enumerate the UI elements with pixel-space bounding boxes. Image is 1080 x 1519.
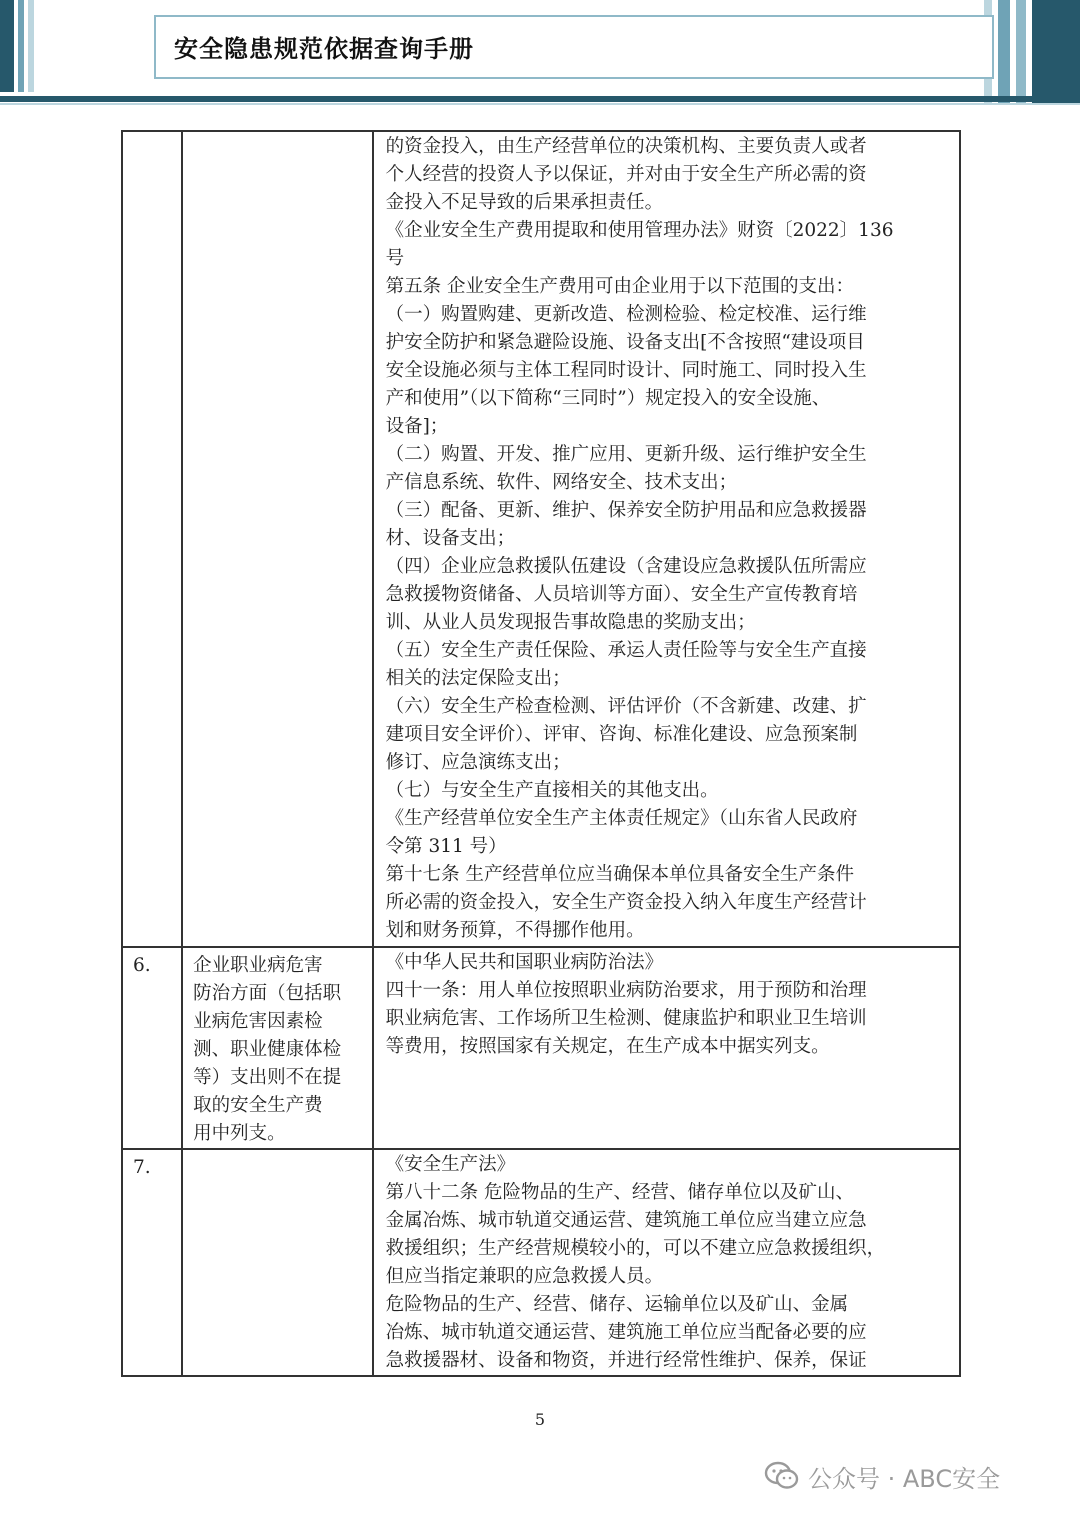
basis-text: [386, 1151, 949, 1375]
basis-line: 的资金投入，由生产经营单位的决策机构、主要负责人或者: [385, 136, 867, 157]
basis-line: 急救援物资储备、人员培训等方面）、安全生产宣传教育培: [385, 584, 858, 605]
basis-line: （六）安全生产检查检测、评估评价（不含新建、改建、扩: [385, 696, 867, 717]
basis-text: [386, 949, 949, 1061]
basis-line: 个人经营的投资人予以保证，并对由于安全生产所必需的资: [385, 164, 867, 185]
basis-line: 四十一条：用人单位按照职业病防治要求，用于预防和治理: [385, 980, 867, 1001]
basis-line: 救援组织；生产经营规模较小的，可以不建立应急救援组织，: [385, 1238, 886, 1259]
basis-line: 建项目安全评价）、评审、咨询、标准化建设、应急预案制: [385, 724, 858, 745]
basis-line: 金投入不足导致的后果承担责任。: [385, 192, 664, 213]
table-row: [122, 131, 960, 947]
row-category: [182, 131, 372, 947]
basis-line: 冶炼、城市轨道交通运营、建筑施工单位应当配备必要的应: [385, 1322, 867, 1343]
table-row: [122, 947, 960, 1149]
row-number: 7.: [122, 1149, 182, 1376]
row-basis: [373, 947, 960, 1149]
header-rule-light: [0, 103, 1080, 105]
category-line: 用中列支。: [193, 1123, 286, 1144]
basis-line: 产和使用”（以下简称“三同时”）规定投入的安全设施、: [385, 388, 831, 409]
basis-line: （三）配备、更新、维护、保养安全防护用品和应急救援器: [385, 500, 867, 521]
basis-line: （七）与安全生产直接相关的其他支出。: [385, 780, 719, 801]
row-number: [122, 131, 182, 947]
row-category: [182, 1149, 372, 1376]
row-basis: [373, 1149, 960, 1376]
basis-line: （四）企业应急救援队伍建设（含建设应急救援队伍所需应: [385, 556, 867, 577]
page-number: 5: [534, 1410, 546, 1429]
basis-line: 第五条 企业安全生产费用可由企业用于以下范围的支出：: [385, 276, 854, 297]
wechat-icon: [764, 1461, 800, 1491]
category-text: [193, 952, 363, 1148]
basis-line: 《生产经营单位安全生产主体责任规定》（山东省人民政府: [385, 808, 858, 829]
basis-line: 《安全生产法》: [385, 1154, 516, 1175]
category-line: 业病危害因素检: [193, 1011, 323, 1032]
header-title-box: [154, 15, 994, 79]
basis-line: 相关的法定保险支出；: [385, 668, 571, 689]
basis-line: 训、从业人员发现报告事故隐患的奖励支出；: [385, 612, 756, 633]
basis-text: [386, 133, 949, 945]
header-rule: [0, 96, 1080, 102]
basis-line: 金属冶炼、城市轨道交通运营、建筑施工单位应当建立应急: [385, 1210, 867, 1231]
basis-line: 第八十二条 危险物品的生产、经营、储存单位以及矿山、: [385, 1182, 854, 1203]
basis-line: 令第 311 号）: [385, 836, 507, 857]
basis-line: （五）安全生产责任保险、承运人责任险等与安全生产直接: [385, 640, 867, 661]
basis-line: 设备]；: [385, 416, 449, 437]
document-title: 安全隐患规范依据查询手册: [174, 35, 474, 63]
basis-line: 产信息系统、软件、网络安全、技术支出；: [385, 472, 738, 493]
basis-line: 材、设备支出；: [385, 528, 516, 549]
row-number: 6.: [122, 947, 182, 1149]
basis-line: 修订、应急演练支出；: [385, 752, 571, 773]
row-basis: [373, 131, 960, 947]
basis-line: 号: [385, 248, 405, 269]
row-category: [182, 947, 372, 1149]
basis-line: （一）购置购建、更新改造、检测检验、检定校准、运行维: [385, 304, 867, 325]
category-line: 防治方面（包括职: [193, 983, 342, 1004]
basis-line: 但应当指定兼职的应急救援人员。: [385, 1266, 664, 1287]
basis-line: 职业病危害、工作场所卫生检测、健康监护和职业卫生培训: [385, 1008, 867, 1029]
table-row: [122, 1149, 960, 1376]
header-stripes-right: [984, 0, 1080, 104]
category-line: 取的安全生产费: [193, 1095, 323, 1116]
basis-line: 等费用，按照国家有关规定，在生产成本中据实列支。: [385, 1036, 830, 1057]
basis-line: 危险物品的生产、经营、储存、运输单位以及矿山、金属: [385, 1294, 849, 1315]
basis-line: 第十七条 生产经营单位应当确保本单位具备安全生产条件: [385, 864, 854, 885]
category-line: 等）支出则不在提: [193, 1067, 342, 1088]
basis-line: 《企业安全生产费用提取和使用管理办法》财资〔2022〕136: [385, 220, 894, 241]
basis-line: （二）购置、开发、推广应用、更新升级、运行维护安全生: [385, 444, 867, 465]
basis-line: 急救援器材、设备和物资，并进行经常性维护、保养，保证: [385, 1350, 867, 1371]
basis-line: 《中华人民共和国职业病防治法》: [385, 952, 664, 973]
watermark-text: 公众号 · ABC安全: [808, 1464, 1001, 1493]
basis-line: 安全设施必须与主体工程同时设计、同时施工、同时投入生: [385, 360, 867, 381]
basis-line: 划和财务预算，不得挪作他用。: [385, 920, 645, 941]
basis-line: 所必需的资金投入，安全生产资金投入纳入年度生产经营计: [385, 892, 867, 913]
header-stripes-left: [0, 0, 40, 92]
category-line: 测、职业健康体检: [193, 1039, 342, 1060]
category-line: 企业职业病危害: [193, 955, 323, 976]
basis-line: 护安全防护和紧急避险设施、设备支出[不含按照“建设项目: [385, 332, 865, 353]
regulation-table: [121, 130, 961, 1377]
watermark: [764, 1456, 1000, 1496]
